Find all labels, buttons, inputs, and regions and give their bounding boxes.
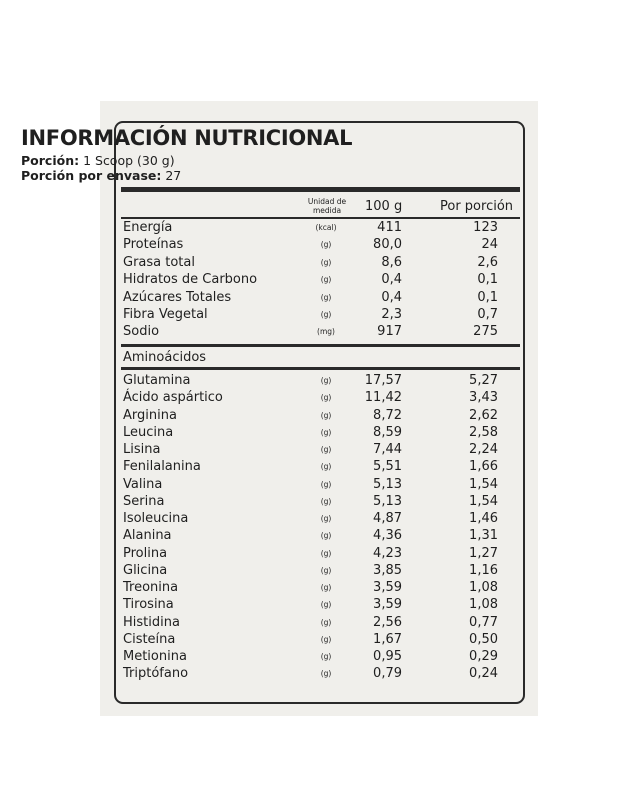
table-row [121,236,520,253]
nutrient-name: Arginina [123,407,177,423]
value-per-serving: 1,54 [469,476,498,492]
table-row [121,458,520,475]
table-row [121,596,520,613]
value-per-100g: 4,87 [373,511,402,526]
table-row [121,219,520,236]
nutrient-name: Azúcares Totales [123,289,232,305]
value-per-100g: 5,51 [373,459,402,475]
nutrient-unit: (g) [320,479,332,489]
nutrient-name: Proteínas [123,237,184,253]
table-row [121,631,520,648]
nutrient-unit: (g) [320,240,332,250]
value-per-serving: 0,1 [477,289,498,305]
nutrient-name: Treonina [123,580,179,595]
servings-per-container [21,168,181,183]
value-per-100g: 7,44 [373,442,402,457]
serving-size-value: 1 Scoop (30 g) [83,153,175,168]
value-per-100g: 2,56 [373,614,402,630]
nutrient-name: Sodio [123,324,160,340]
servings-per-container-label: Porción por envase: [21,168,162,183]
nutrient-name: Glicina [123,562,168,578]
nutrient-unit: (g) [320,669,332,679]
value-per-100g: 80,0 [373,237,402,253]
value-per-serving: 2,6 [477,254,498,270]
value-per-100g: 17,57 [364,373,402,388]
amino-acids-heading: Aminoácidos [123,350,207,365]
nutrient-name: Prolina [123,545,168,561]
table-row [121,614,520,631]
amino-divider [121,367,520,370]
header-unit: Unidad de medida [307,197,347,215]
nutrient-name: Fibra Vegetal [123,307,208,322]
value-per-100g: 5,13 [373,476,402,492]
value-per-serving: 0,7 [477,307,498,322]
nutrient-name: Lisina [123,442,161,457]
nutrient-unit: (g) [320,514,332,523]
value-per-serving: 0,29 [469,649,498,664]
nutrient-name: Tirosina [123,597,174,613]
nutrient-unit: (g) [320,257,332,267]
nutrient-unit: (g) [320,634,332,644]
value-per-serving: 0,24 [469,666,498,682]
nutrient-unit: (g) [320,393,332,403]
nutrient-unit: (mg) [317,327,335,337]
value-per-serving: 24 [481,237,498,253]
nutrient-unit: (g) [320,275,332,285]
value-per-100g: 917 [377,324,402,340]
servings-per-container-value: 27 [165,168,182,183]
table-row [121,407,520,424]
value-per-serving: 5,27 [469,373,498,388]
table-row [121,323,520,340]
value-per-serving: 275 [473,324,498,340]
nutrient-name: Histidina [123,614,180,630]
value-per-serving: 0,50 [469,631,498,647]
value-per-serving: 1,54 [469,493,498,509]
value-per-serving: 1,46 [469,511,498,526]
value-per-serving: 3,43 [469,390,498,406]
value-per-100g: 4,36 [373,528,402,544]
table-row [121,306,520,323]
table-row [121,424,520,441]
value-per-100g: 8,6 [381,254,402,270]
table-row [121,562,520,579]
value-per-serving: 2,58 [469,424,498,440]
nutrient-unit: (kcal) [315,223,337,232]
nutrient-unit: (g) [320,445,332,454]
nutrient-unit: (g) [320,652,332,661]
value-per-100g: 3,85 [373,562,402,578]
table-row [121,289,520,306]
value-per-serving: 1,08 [469,580,498,595]
nutrient-name: Valina [123,476,163,492]
nutrient-name: Fenilalanina [123,459,201,475]
value-per-serving: 1,08 [469,597,498,613]
value-per-serving: 0,77 [469,614,498,630]
nutrient-name: Cisteína [123,631,176,647]
value-per-100g: 4,23 [373,545,402,561]
value-per-100g: 5,13 [373,493,402,509]
nutrient-unit: (g) [320,462,332,472]
nutrients-divider [121,344,520,347]
value-per-100g: 0,4 [381,272,402,288]
value-per-100g: 3,59 [373,580,402,595]
nutrient-name: Isoleucina [123,511,189,526]
table-row [121,665,520,682]
value-per-100g: 0,79 [373,666,402,682]
table-row [121,476,520,493]
value-per-100g: 11,42 [364,390,402,406]
table-row [121,527,520,544]
value-per-serving: 1,16 [469,562,498,578]
table-row [121,510,520,527]
table-row [121,441,520,458]
table-row [121,648,520,665]
nutrient-unit: (g) [320,565,332,575]
nutrient-name: Alanina [123,528,172,544]
nutrient-unit: (g) [320,496,332,506]
nutrient-unit: (g) [320,600,332,610]
nutrient-unit: (g) [320,410,332,420]
table-row [121,389,520,406]
nutrient-name: Grasa total [123,254,195,270]
nutrient-name: Energía [123,220,173,235]
value-per-serving: 1,66 [469,459,498,475]
nutrient-unit: (g) [320,583,332,592]
nutrient-name: Leucina [123,424,174,440]
value-per-100g: 1,67 [373,631,402,647]
value-per-100g: 8,59 [373,424,402,440]
nutrient-name: Serina [123,493,165,509]
nutrient-unit: (g) [320,310,332,319]
nutrient-name: Metionina [123,649,187,664]
header-per-serving: Por porción [440,199,514,214]
value-per-serving: 2,62 [469,407,498,423]
value-per-100g: 411 [377,220,402,235]
serving-size-label: Porción: [21,153,80,168]
nutrient-name: Hidratos de Carbono [123,272,258,288]
table-row [121,545,520,562]
serving-size [21,153,175,168]
table-row [121,254,520,271]
header-per-100g: 100 g [365,199,403,214]
nutrient-name: Glutamina [123,373,191,388]
nutrient-unit: (g) [320,531,332,541]
value-per-100g: 8,72 [373,407,402,423]
table-row [121,579,520,596]
nutrient-unit: (g) [320,376,332,385]
label-title: INFORMACIÓN NUTRICIONAL [21,126,353,150]
value-per-serving: 0,1 [477,272,498,288]
nutrient-unit: (g) [320,617,332,627]
value-per-serving: 1,31 [469,528,498,544]
nutrient-name: Triptófano [123,666,189,682]
table-row [121,372,520,389]
top-thick-divider [121,187,520,192]
value-per-100g: 3,59 [373,597,402,613]
table-row [121,493,520,510]
nutrient-unit: (g) [320,292,332,302]
value-per-serving: 1,27 [469,545,498,561]
table-row [121,271,520,288]
value-per-serving: 123 [473,220,498,235]
value-per-100g: 2,3 [381,307,402,322]
value-per-100g: 0,95 [373,649,402,664]
nutrient-unit: (g) [320,427,332,437]
nutrient-unit: (g) [320,548,332,558]
value-per-100g: 0,4 [381,289,402,305]
nutrient-name: Ácido aspártico [123,390,223,406]
value-per-serving: 2,24 [469,442,498,457]
